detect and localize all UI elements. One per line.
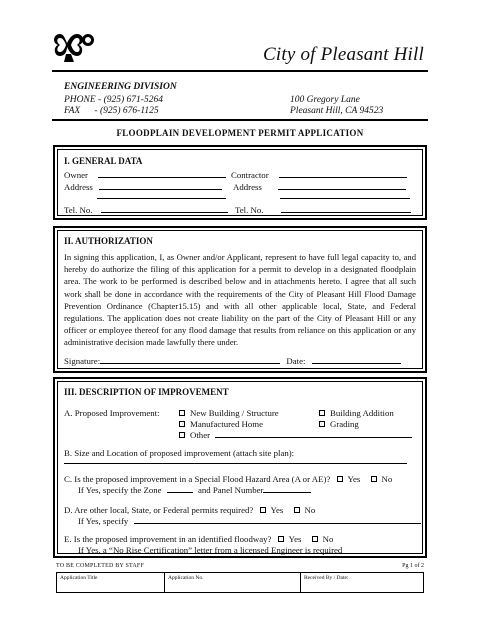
general-data-section xyxy=(53,145,427,220)
general-data-title: I. GENERAL DATA xyxy=(64,156,143,166)
panel-number-field[interactable] xyxy=(263,485,311,493)
description-title: III. DESCRIPTION OF IMPROVEMENT xyxy=(64,387,229,397)
checkbox-icon[interactable] xyxy=(319,410,325,416)
owner-tel-field[interactable] xyxy=(101,205,228,213)
street-address: 100 Gregory Lane xyxy=(290,95,360,105)
header-rule xyxy=(52,70,428,72)
application-number-cell[interactable]: Application No. xyxy=(165,573,301,593)
other-permits-no-checkbox[interactable] xyxy=(294,507,300,513)
owner-label: Owner xyxy=(64,170,88,180)
option-manufactured-home[interactable]: Manufactured Home xyxy=(179,419,263,429)
floodway-no-checkbox[interactable] xyxy=(312,536,318,542)
contractor-address-label: Address xyxy=(233,182,262,192)
phone-number: PHONE - (925) 671-5264 xyxy=(64,95,163,105)
owner-field[interactable] xyxy=(98,170,226,178)
form-title: FLOODPLAIN DEVELOPMENT PERMIT APPLICATION xyxy=(116,128,364,138)
zone-label: If Yes, specify the Zone xyxy=(78,485,162,495)
authorization-text: In signing this application, I, as Owner and/or Applicant, represent to have full legal capacity to, and hereby do authorize the filing of this application for a permit to develop in a designated floodplain area. The work to be performed is described below and in attachments hereto. I agree that all such work shall be done in accordance with the requirements of the City of Pleasant Hill Flood Damage Prevention Ordinance (Chapter15.15) and with all other applicable local, State, and Federal regulations. The application does not create liability on the part of the City of Pleasant Hill or any officer or employee thereof for any flood damage that results from reliance on this application or any administrative decision made lawfully there under. xyxy=(64,252,416,348)
option-other[interactable]: Other xyxy=(179,430,412,440)
proposed-improvement-label: A. Proposed Improvement: xyxy=(64,408,160,418)
floodway-question: E. Is the proposed improvement in an identified floodway? xyxy=(64,534,272,544)
zone-field[interactable] xyxy=(167,485,193,493)
owner-address-field[interactable] xyxy=(99,182,222,190)
checkbox-icon[interactable] xyxy=(179,432,185,438)
owner-address-field-2[interactable] xyxy=(97,191,226,199)
signature-date-label: Date: xyxy=(286,356,306,366)
owner-tel-label: Tel. No. xyxy=(64,205,93,215)
fax-number: FAX - (925) 676-1125 xyxy=(64,106,159,116)
application-title-cell[interactable]: Application Title xyxy=(57,573,165,593)
contact-rule xyxy=(52,119,428,121)
size-location-label: B. Size and Location of proposed improvement (attach site plan): xyxy=(64,448,295,458)
signature-date-field[interactable] xyxy=(312,356,401,364)
permits-specify-field[interactable] xyxy=(134,516,421,524)
authorization-title: II. AUTHORIZATION xyxy=(64,236,153,246)
staff-note: TO BE COMPLETED BY STAFF xyxy=(56,563,144,569)
owner-address-label: Address xyxy=(64,182,93,192)
authorization-section xyxy=(53,226,427,373)
flood-hazard-yes-checkbox[interactable] xyxy=(337,476,343,482)
option-new-building[interactable]: New Building / Structure xyxy=(179,408,279,418)
division-name: ENGINEERING DIVISION xyxy=(64,82,177,92)
received-by-cell[interactable]: Received By / Date: xyxy=(301,573,424,593)
contractor-field[interactable] xyxy=(279,170,407,178)
checkbox-icon[interactable] xyxy=(179,410,185,416)
checkbox-icon[interactable] xyxy=(319,421,325,427)
flood-hazard-question: C. Is the proposed improvement in a Special Flood Hazard Area (A or AE)? xyxy=(64,474,331,484)
signature-field[interactable] xyxy=(100,356,280,364)
page-number: Pg 1 of 2 xyxy=(402,563,424,569)
city-title: City of Pleasant Hill xyxy=(263,44,424,65)
contractor-label: Contractor xyxy=(231,170,269,180)
no-rise-note: If Yes, a “No Rise Certification” letter from a licensed Engineer is required xyxy=(78,545,343,555)
option-grading[interactable]: Grading xyxy=(319,419,359,429)
other-permits-question: D. Are other local, State, or Federal permits required? xyxy=(64,505,254,515)
contractor-tel-field[interactable] xyxy=(281,205,411,213)
checkbox-icon[interactable] xyxy=(179,421,185,427)
floodway-yes-checkbox[interactable] xyxy=(278,536,284,542)
panel-number-label: and Panel Number xyxy=(197,485,264,495)
contractor-tel-label: Tel. No. xyxy=(235,205,264,215)
contractor-address-field[interactable] xyxy=(278,182,406,190)
other-permits-yes-checkbox[interactable] xyxy=(260,507,266,513)
size-location-field[interactable] xyxy=(64,456,407,464)
description-section: III. DESCRIPTION OF IMPROVEMENT A. Proposed Improvement: New Building / Structure Building Addition Manufactured Home Grading Other B. Size and Location of proposed improvement (attach site plan): C. Is the proposed improvement in a Special Flood Hazard Area (A or AE)? Yes No If Yes, specify the Zone and Panel Number D. Are other local, State, or Federal permits required? Yes No If Yes, specify E. Is the proposed improvement in an identified floodway? Yes No If Yes, a “No Rise Certification” letter from a licensed Engineer is required xyxy=(53,377,427,558)
city-state-zip: Pleasant Hill, CA 94523 xyxy=(290,106,384,116)
contractor-address-field-2[interactable] xyxy=(280,191,410,199)
city-logo xyxy=(50,30,96,64)
other-field[interactable] xyxy=(215,430,412,438)
signature-label: Signature: xyxy=(64,356,101,366)
flood-hazard-no-checkbox[interactable] xyxy=(371,476,377,482)
staff-table xyxy=(56,572,424,593)
option-building-addition[interactable]: Building Addition xyxy=(319,408,394,418)
permits-specify-label: If Yes, specify xyxy=(78,516,129,526)
